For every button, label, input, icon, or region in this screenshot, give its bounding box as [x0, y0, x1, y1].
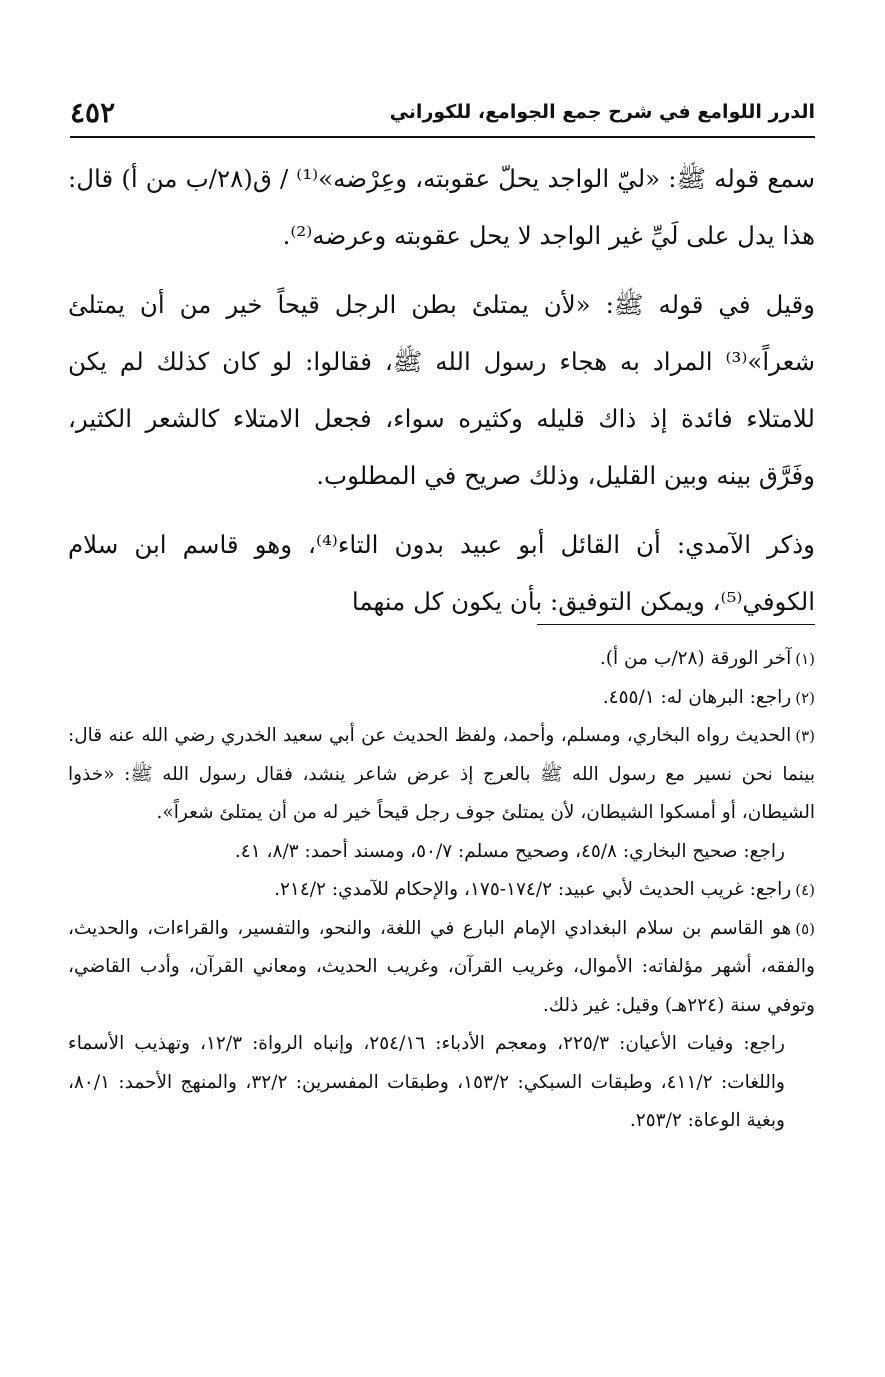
footnotes: [68, 640, 815, 1141]
footnote-text: آخر الورقة (٢٨/ب من أ).: [599, 648, 792, 669]
footnote-number: (٤): [795, 881, 815, 899]
header-rule: [70, 136, 815, 138]
paragraph: وقيل في قوله ﷺ: «لأن يمتلئ بطن الرجل قيحاً خير من أن يمتلئ شعراً»⁽³⁾ المراد به هجاء رسول الله ﷺ، فقالوا: لو كان كذلك لم يكن للامتلاء فائدة إذ ذاك قليله وكثيره سواء، فجعل الامتلاء كالشعر الكثير، وفَرَّق بينه وبين القليل، وذلك صريح في المطلوب.: [68, 290, 815, 490]
footnote-5: [68, 910, 815, 1026]
footnote-number: (٥): [795, 919, 815, 938]
page-number: ٤٥٢: [70, 95, 116, 129]
footnote-number: (٣): [795, 727, 815, 745]
footnote-separator: [537, 624, 815, 625]
footnote-number: (٢): [795, 688, 815, 707]
footnote-1: [68, 640, 815, 679]
footnote-3-reference: راجع: صحيح البخاري: ٤٥/٨، وصحيح مسلم: ٥٠/٧، ومسند أحمد: ٨/٣، ٤١.: [234, 840, 785, 862]
running-title: الدرر اللوامع في شرح جمع الجوامع، للكوراني: [389, 101, 815, 123]
paragraph: سمع قوله ﷺ: «ليّ الواجد يحلّ عقوبته، وعِرْضه»⁽¹⁾ / ق(٢٨/ب من أ) قال: هذا يدل على لَيِّ غير الواجد لا يحل عقوبته وعرضه⁽²⁾.: [68, 164, 815, 250]
footnote-2: [68, 679, 815, 718]
footnote-3: [68, 717, 815, 833]
footnote-text: راجع: غريب الحديث لأبي عبيد: ١٧٤/٢-١٧٥، والإحكام للآمدي: ٢١٤/٢.: [274, 879, 792, 900]
footnote-4: [68, 871, 815, 910]
footnote-number: (١): [795, 650, 815, 668]
page-header: [70, 92, 815, 132]
main-text: [68, 150, 815, 642]
footnote-text: هو القاسم بن سلام البغدادي الإمام البارع في اللغة، والنحو، والتفسير، والقراءات، والحديث، والفقه، أشهر مؤلفاته: الأموال، وغريب القرآن، وغريب الحديث، ومعاني القرآن، وأدب القاضي، وتوفي سنة (٢٢٤هـ) وقيل: غير ذلك.: [68, 917, 815, 1016]
footnote-5-reference: راجع: وفيات الأعيان: ٢٢٥/٣، ومعجم الأدباء: ٢٥٤/١٦، وإنباه الرواة: ١٢/٣، وتهذيب الأسماء واللغات: ٤١١/٢، وطبقات السبكي: ١٥٣/٢، وطبقات المفسرين: ٣٢/٢، والمنهج الأحمد: ٨٠/١، وبغية الوعاة: ٢٥٣/٢.: [68, 1033, 785, 1131]
footnote-text: راجع: البرهان له: ٤٥٥/١.: [602, 686, 792, 708]
footnote-text: الحديث رواه البخاري، ومسلم، وأحمد، ولفظ الحديث عن أبي سعيد الخدري رضي الله عنه قال: بينما نحن نسير مع رسول الله ﷺ بالعرج إذ عرض شاعر ينشد، فقال رسول الله ﷺ: «خذوا الشيطان، أو أمسكوا الشيطان، لأن يمتلئ جوف رجل قيحاً خير له من أن يمتلئ شعراً».: [68, 725, 815, 823]
paragraph: وذكر الآمدي: أن القائل أبو عبيد بدون التاء⁽⁴⁾، وهو قاسم ابن سلام الكوفي⁽⁵⁾، ويمكن التوفيق: بأن يكون كل منهما: [68, 530, 815, 616]
